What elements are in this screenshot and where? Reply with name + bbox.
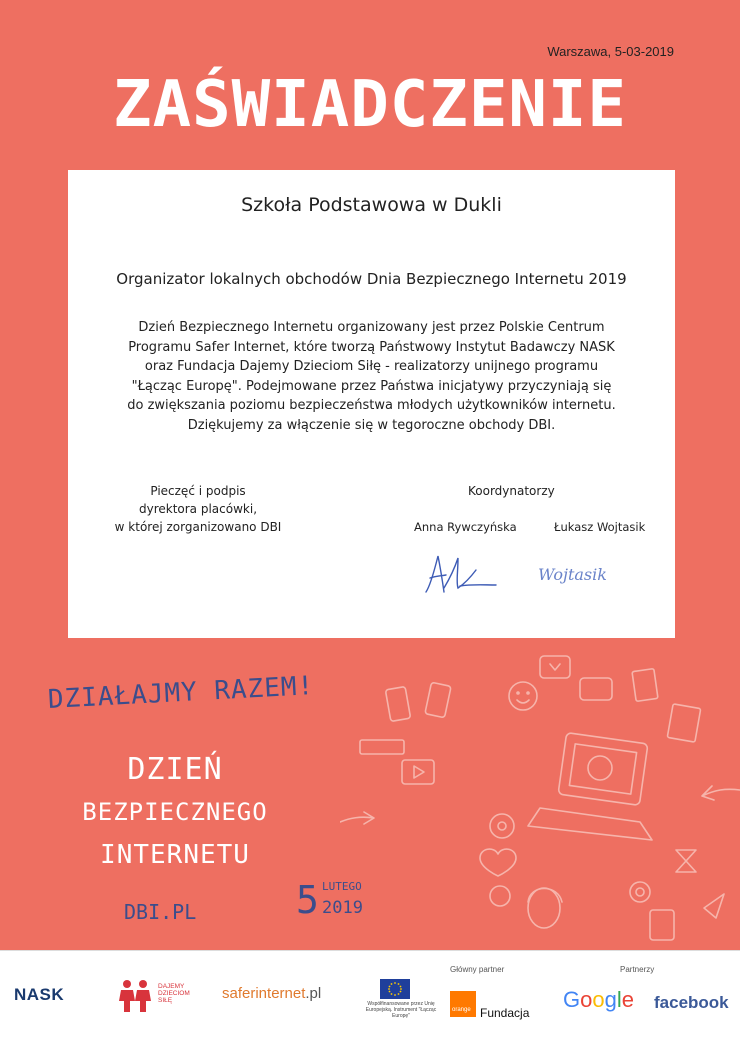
hand-icon [340,786,740,824]
flower-icon [490,814,514,906]
photo-icon [632,669,701,743]
google-letter: o [592,987,605,1012]
saferinternet-logo [222,985,321,1002]
hourglass-icon [676,850,696,872]
campaign-slogan: DZIAŁAJMY RAZEM! [47,671,315,715]
certificate-card [68,170,675,638]
partners-label: Partnerzy [620,965,655,974]
google-letter: o [580,987,593,1012]
campaign-name-line-1: DZIEŃ [127,752,223,787]
girl-face-icon [528,888,562,928]
body-line: "Łącząc Europę". Podejmowane przez Państwa inicjatywy przyczyniają się [131,378,612,394]
body-line: do zwiększania poziomu bezpieczeństwa młodych użytkowników internetu. [127,398,616,413]
dds-logo-text [158,983,190,1004]
body-line: Dzień Bezpiecznego Internetu organizowany jest przez Polskie Centrum [138,320,605,335]
main-partner-label: Główny partner [450,965,505,974]
at-sign-icon [630,882,650,902]
event-day: 5 [296,878,319,922]
google-letter: g [604,987,617,1012]
campaign-name-line-3: INTERNETU [100,840,250,870]
event-month: LUTEGO [322,880,362,893]
coordinator-name-1: Anna Rywczyńska [414,520,517,534]
body-line: Dziękujemy za włączenie się w tegoroczne obchody DBI. [187,417,556,433]
stamp-line: dyrektora placówki, [138,502,258,516]
eu-caption: Współfinansowane przez Unię Europejską. Instrument "Łącząc Europę" [365,1001,437,1019]
partner-footer [0,950,740,1048]
tech-doodles-illustration [340,640,740,950]
cloud-heart-icon [480,849,516,876]
fundacja-text: Fundacja [480,1006,530,1020]
eu-flag-icon [380,979,410,999]
organizer-role: Organizator lokalnych obchodów Dnia Bezpiecznego Internetu 2019 [116,270,627,288]
facebook-logo: facebook [654,993,729,1012]
google-letter: G [563,987,581,1012]
body-line: Programu Safer Internet, które tworzą Państwowy Instytut Badawczy NASK [128,339,615,355]
stamp-line: w której zorganizowano DBI [114,520,282,534]
smartphone-icon [385,682,451,721]
keyboard-icon [360,740,404,754]
body-text [108,318,635,435]
heart-bubble-icon [540,656,570,678]
cursor-icon [704,894,724,918]
campaign-name-line-2: BEZPIECZNEGO [82,798,268,826]
stamp-line: Pieczęć i podpis [150,484,246,498]
body-line: oraz Fundacja Dajemy Dzieciom Siłę - realizatorzy unijnego programu [144,359,599,374]
tablet-icon [650,910,674,940]
orange-word: orange [452,1007,471,1013]
nask-logo: NASK [14,985,65,1004]
safer-main: saferinternet [222,985,306,1002]
safer-suffix: .pl [305,985,322,1002]
signature-2-text: Wojtasik [538,565,607,584]
coordinator-name-2: Łukasz Wojtasik [554,520,646,534]
like-bubble-icon [580,678,612,700]
google-logo [563,987,634,1013]
orange-logo [450,991,476,1017]
dds-line: SIŁĘ [158,997,173,1004]
signature-1 [420,548,500,598]
signature-2 [534,560,664,590]
date-place: Warszawa, 5-03-2019 [547,44,674,59]
page-title: ZAŚWIADCZENIE [113,68,627,142]
video-icon [402,760,434,784]
laptop-icon [528,733,652,840]
dds-line: DAJEMY [158,983,185,990]
coordinators-heading: Koordynatorzy [468,484,555,498]
stamp-caption [98,482,298,536]
dds-line: DZIECIOM [158,990,190,997]
event-year: 2019 [322,898,363,918]
smiley-icon [509,682,537,710]
school-name: Szkoła Podstawowa w Dukli [241,194,502,216]
google-letter: l [616,987,622,1012]
dds-children-icon [116,979,156,1013]
campaign-site: DBI.PL [124,900,197,924]
google-letter: e [621,987,635,1012]
